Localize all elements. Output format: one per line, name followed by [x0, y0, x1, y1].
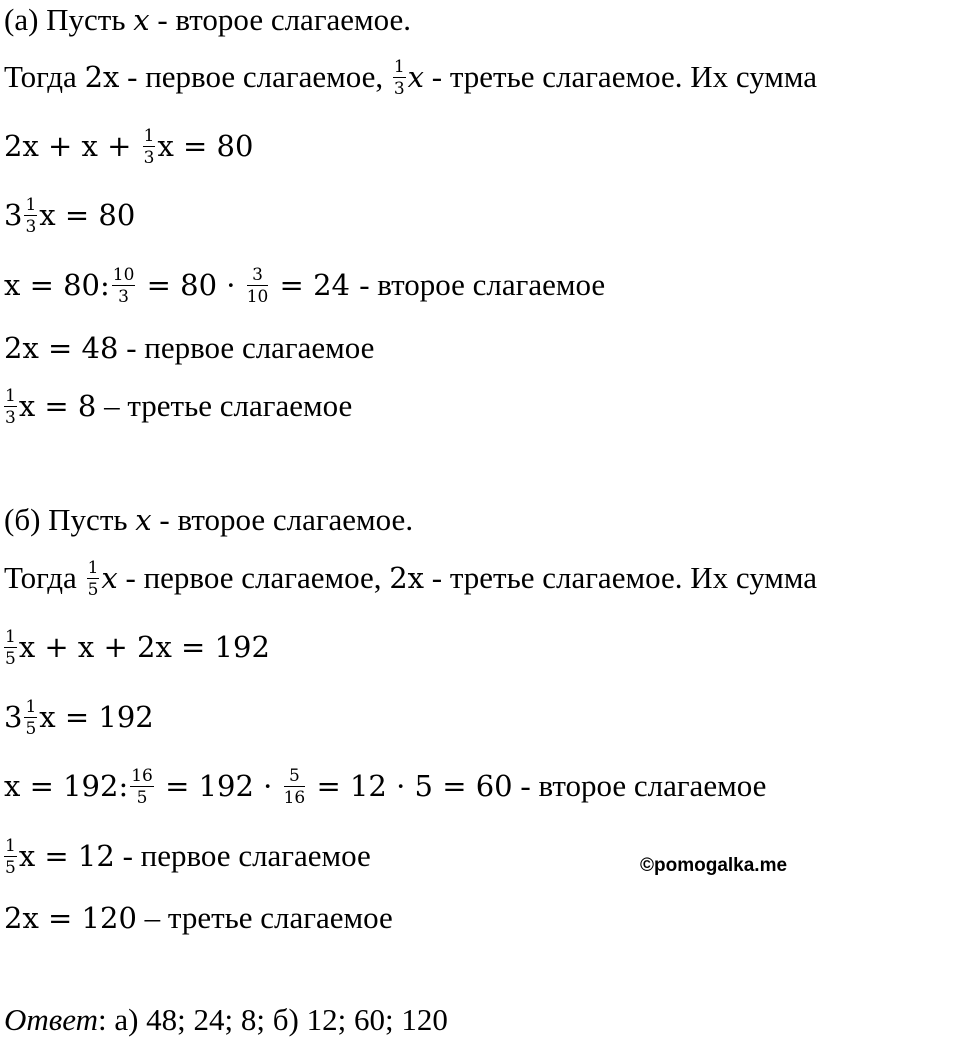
fraction	[112, 266, 136, 306]
fraction	[4, 387, 17, 427]
answer-text: : а) 48; 24; 8; б) 12; 60; 120	[97, 1002, 448, 1037]
numerator: 16	[131, 765, 153, 786]
text: - первое слагаемое	[118, 330, 375, 365]
text: - первое слагаемое,	[119, 59, 391, 94]
fraction	[87, 559, 100, 599]
math: = 12 · 5 = 60	[307, 769, 513, 803]
math: 3	[4, 198, 23, 232]
denominator: 5	[25, 718, 37, 739]
math: = 80 ·	[137, 268, 245, 302]
denominator: 10	[246, 286, 269, 307]
numerator: 1	[143, 125, 155, 146]
math: x = 8	[18, 389, 97, 423]
answer-label: Ответ	[4, 1002, 98, 1037]
variable: x	[101, 561, 118, 595]
denominator: 5	[5, 857, 16, 878]
text: - первое слагаемое	[114, 838, 371, 873]
text: - третье слагаемое. Их сумма	[424, 560, 818, 595]
math: x = 192:	[4, 769, 129, 803]
numerator: 3	[247, 266, 269, 286]
text: - второе слагаемое	[512, 768, 767, 803]
math: 2x	[84, 60, 120, 94]
b-line-6	[4, 836, 371, 879]
denominator: 3	[143, 147, 155, 168]
math: x = 80	[157, 129, 254, 163]
math: x = 80	[39, 198, 136, 232]
denominator: 3	[118, 286, 129, 307]
a-line-3	[4, 126, 253, 169]
math: x = 192	[39, 700, 154, 734]
text: Тогда	[4, 59, 85, 94]
denominator: 3	[25, 216, 37, 237]
text: - второе слагаемое.	[151, 502, 414, 537]
variable: x	[407, 60, 425, 94]
math: = 192 ·	[155, 769, 282, 803]
fraction	[4, 628, 17, 668]
b-line-3	[4, 627, 270, 670]
math: x = 12	[18, 839, 115, 873]
a-line-7	[4, 386, 352, 429]
b-line-5	[4, 766, 766, 809]
b-line-7	[4, 898, 393, 938]
text: (б) Пусть	[4, 502, 136, 537]
variable: x	[133, 3, 150, 37]
a-line-6	[4, 328, 374, 368]
math: x = 80:	[4, 268, 110, 302]
text: - первое слагаемое,	[117, 560, 390, 595]
a-line-2	[4, 57, 817, 100]
fraction	[24, 196, 37, 236]
b-line-1	[4, 500, 413, 540]
variable: x	[135, 503, 152, 537]
math: 2x = 48	[4, 331, 119, 365]
fraction	[4, 837, 17, 877]
text: - третье слагаемое. Их сумма	[424, 59, 818, 94]
math: 2x + x +	[4, 129, 141, 163]
text: (а) Пусть	[4, 2, 134, 37]
math: x + x + 2x = 192	[18, 630, 270, 664]
fraction	[247, 266, 269, 306]
fraction	[24, 698, 37, 738]
text: - второе слагаемое	[359, 267, 606, 302]
text: - второе слагаемое.	[149, 2, 412, 37]
numerator: 1	[5, 626, 16, 647]
numerator: 5	[284, 767, 306, 787]
b-line-4	[4, 697, 154, 740]
denominator: 5	[87, 579, 99, 600]
denominator: 3	[393, 78, 405, 99]
denominator: 5	[136, 787, 148, 808]
watermark: ©pomogalka.me	[640, 855, 788, 876]
text: Тогда	[4, 560, 85, 595]
denominator: 16	[283, 787, 306, 808]
math: 2x	[389, 561, 425, 595]
numerator: 1	[25, 696, 37, 717]
a-line-4	[4, 195, 135, 238]
numerator: 1	[5, 385, 16, 406]
denominator: 5	[5, 648, 16, 669]
math: 3	[4, 700, 23, 734]
denominator: 3	[5, 407, 16, 428]
answer-line	[4, 1000, 448, 1040]
fraction	[130, 767, 154, 807]
fraction	[143, 127, 156, 167]
numerator: 1	[5, 835, 16, 856]
a-line-5	[4, 265, 605, 308]
math: 2x = 120	[4, 901, 137, 935]
a-line-1	[4, 0, 411, 40]
text: – третье слагаемое	[96, 388, 353, 423]
fraction	[393, 58, 406, 98]
text: – третье слагаемое	[136, 900, 393, 935]
fraction	[284, 767, 306, 807]
numerator: 1	[25, 194, 37, 215]
numerator: 1	[393, 56, 405, 77]
b-line-2	[4, 558, 817, 601]
math: = 24	[270, 268, 360, 302]
numerator: 1	[87, 557, 99, 578]
numerator: 10	[112, 264, 135, 285]
